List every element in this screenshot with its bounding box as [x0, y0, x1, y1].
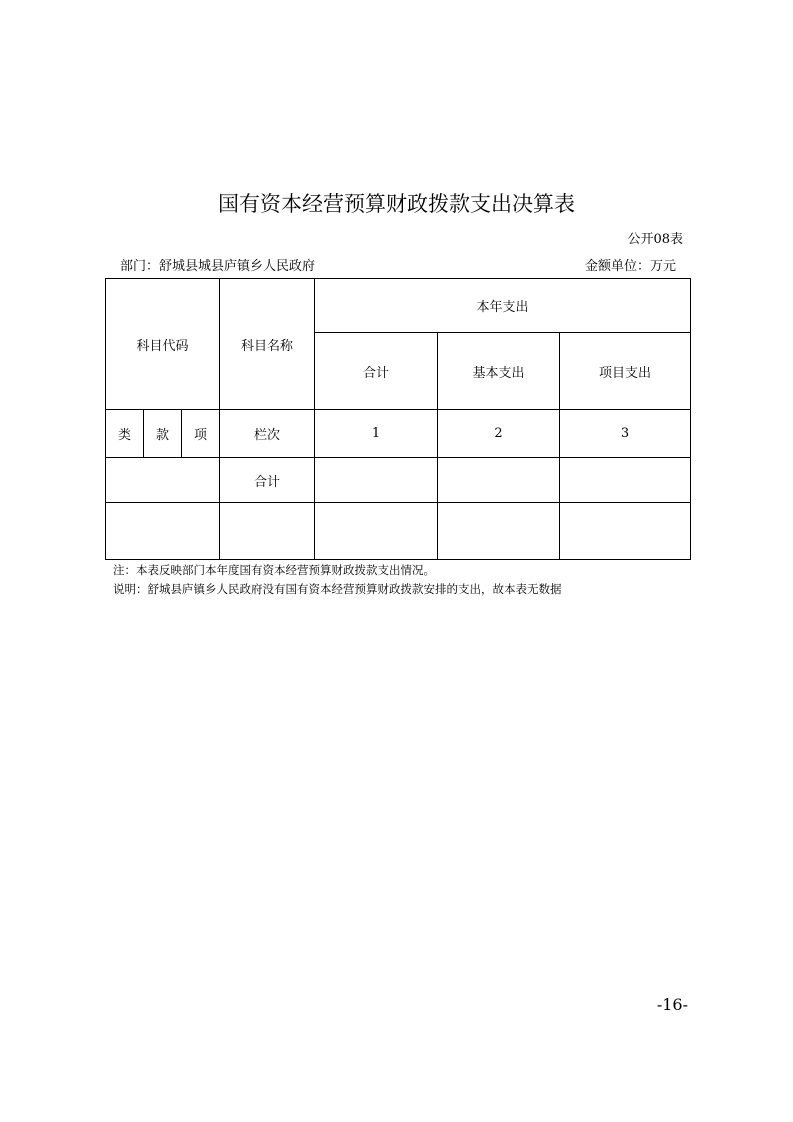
table-note: 注：本表反映部门本年度国有资本经营预算财政拨款支出情况。 — [113, 563, 435, 577]
page-number: -16- — [656, 995, 688, 1014]
cell-total-label: 合计 — [220, 458, 315, 503]
header-subject-name: 科目名称 — [220, 279, 315, 410]
table-explanation: 说明：舒城县庐镇乡人民政府没有国有资本经营预算财政拨款安排的支出，故本表无数据 — [113, 582, 562, 596]
header-year-expenditure: 本年支出 — [315, 279, 691, 333]
table-row-column-index — [106, 410, 691, 458]
cell-kuan: 款 — [144, 410, 182, 458]
amount-unit-label: 金额单位：万元 — [584, 259, 676, 274]
cell-empty — [106, 458, 220, 503]
page-title: 国有资本经营预算财政拨款支出决算表 — [218, 192, 575, 216]
table-header-row — [106, 279, 691, 333]
department-label: 部门：舒城县城县庐镇乡人民政府 — [120, 259, 316, 274]
cell-xiang: 项 — [182, 410, 220, 458]
cell-lei: 类 — [106, 410, 144, 458]
header-project-expenditure: 项目支出 — [560, 333, 691, 410]
table-row-empty — [106, 503, 691, 560]
cell-lanci-1: 1 — [315, 410, 438, 458]
cell-empty — [438, 503, 560, 560]
cell-lanci-3: 3 — [560, 410, 691, 458]
header-total: 合计 — [315, 333, 438, 410]
header-subject-code: 科目代码 — [106, 279, 220, 410]
form-number: 公开08表 — [627, 232, 683, 247]
cell-empty — [220, 503, 315, 560]
cell-empty — [438, 458, 560, 503]
table-row-total — [106, 458, 691, 503]
cell-empty — [560, 458, 691, 503]
cell-empty — [106, 503, 220, 560]
cell-empty — [315, 458, 438, 503]
cell-lanci: 栏次 — [220, 410, 315, 458]
budget-table — [105, 278, 691, 560]
cell-lanci-2: 2 — [438, 410, 560, 458]
cell-empty — [315, 503, 438, 560]
header-basic-expenditure: 基本支出 — [438, 333, 560, 410]
cell-empty — [560, 503, 691, 560]
